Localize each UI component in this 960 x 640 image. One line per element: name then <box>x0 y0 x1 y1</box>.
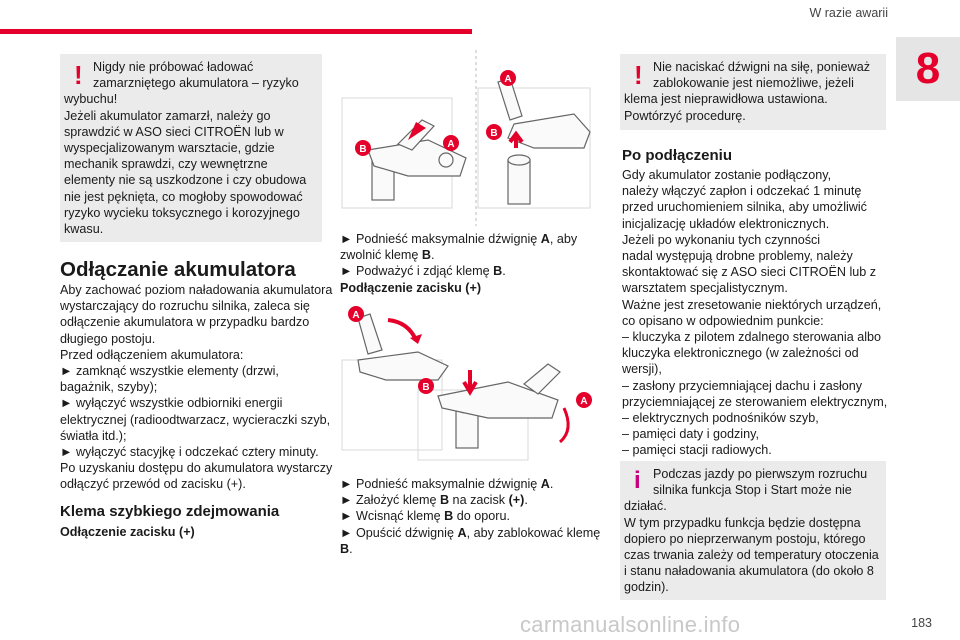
body-line: przyciemniającej ze sterowaniem elektrycznym, <box>622 394 888 409</box>
step-text: ► Podnieść maksymalnie dźwignię <box>340 232 541 246</box>
warning-text <box>620 59 886 124</box>
step-text-bold: B <box>444 509 454 524</box>
info-line: Podczas jazdy po pierwszym rozruchu <box>653 467 868 481</box>
step-line <box>340 525 602 541</box>
step-text: ► Podnieść maksymalnie dźwignię <box>340 477 541 491</box>
step-text: , aby <box>549 232 578 246</box>
warning-line: nie jest pęknięta, co mogłoby spowodować <box>64 189 303 204</box>
page-number: 183 <box>911 616 932 630</box>
step-text: . <box>349 541 353 556</box>
info-line: silnika funkcja Stop i Start może nie <box>653 483 852 498</box>
step-text: ► Założyć klemę <box>340 493 440 508</box>
label-a: A <box>504 74 512 85</box>
info-line: godzin). <box>624 580 669 595</box>
warning-line: ryzyko wycieku toksycznego i korozyjnego <box>64 205 300 220</box>
warning-line: mechanik sprawdzi, czy wewnętrzne <box>64 157 268 172</box>
info-text <box>620 466 886 596</box>
body-line: ► wyłączyć wszystkie odbiorniki energii <box>60 396 283 411</box>
watermark: carmanualsonline.info <box>520 612 741 637</box>
body-line: ► wyłączyć stacyjkę i odczekać cztery minuty. <box>60 445 319 460</box>
step-text: do oporu. <box>453 509 510 524</box>
step-text: . <box>549 477 554 491</box>
body-line: odłączyć przewód od zacisku (+). <box>60 477 246 492</box>
warning-line: Nigdy nie próbować ładować <box>93 60 254 74</box>
subhead-disconnect-terminal: Odłączenie zacisku (+) <box>60 525 195 539</box>
step-text-bold: B <box>340 541 350 556</box>
body-line: Przed odłączeniem akumulatora: <box>60 347 244 362</box>
body-line: przed uruchomieniem silnika, aby umożliwić <box>622 200 867 215</box>
body-line: Gdy akumulator zostanie podłączony, <box>622 168 832 182</box>
warning-line: Jeżeli akumulator zamarzł, należy go <box>64 108 271 123</box>
step-text-bold: B <box>439 493 450 508</box>
body-line: wersji), <box>622 362 662 377</box>
body-line: – pamięci stacji radiowych. <box>622 443 772 458</box>
body-line: – elektrycznych podnośników szyb, <box>622 411 819 426</box>
step-line <box>340 231 602 247</box>
step-text: zwolnić klemę <box>340 248 422 263</box>
warning-line: klema jest nieprawidłowa ustawiona. <box>624 92 828 107</box>
info-line: działać. <box>624 499 667 514</box>
step-text: ► Wcisnąć klemę <box>340 509 445 524</box>
label-b: B <box>359 144 367 155</box>
step-text-bold: A <box>457 525 467 540</box>
step-text: , aby zablokować klemę <box>466 525 601 540</box>
body-line: elektrycznej (radioodtwarzacz, wycieraczki szyb, <box>60 412 331 427</box>
body-line: kluczyka elektronicznego (w zależności od <box>622 346 859 361</box>
warning-box-frozen-battery <box>60 54 322 242</box>
body-line: bagażnik, szyby); <box>60 380 158 395</box>
step-text: ► Opuścić dźwignię <box>340 525 458 540</box>
warning-icon: ! <box>634 60 643 90</box>
label-a: A <box>580 396 588 407</box>
step-text-bold: B <box>421 248 431 263</box>
body-line: Jeżeli po wykonaniu tych czynności <box>622 232 821 247</box>
warning-line: wyspecjalizowanym warsztacie, gdzie <box>64 141 275 156</box>
body-line: Ważne jest zresetowanie niektórych urządzeń, <box>622 297 882 312</box>
info-box-stop-start <box>620 461 886 600</box>
body-line: – zasłony przyciemniającej dachu i zasłony <box>622 378 863 393</box>
step-line <box>340 508 602 524</box>
step-text-bold: (+) <box>508 493 525 508</box>
warning-line: elementy nie są uszkodzone i czy obudowa <box>64 173 307 188</box>
step-text: . <box>431 248 435 263</box>
step-text-bold: A <box>540 232 550 246</box>
body-line: inicjalizację układów elektronicznych. <box>622 216 830 231</box>
disconnect-steps <box>340 231 602 296</box>
body-line: – kluczyka z pilotem zdalnego sterowania albo <box>622 330 882 345</box>
warning-line: kwasu. <box>64 222 104 237</box>
disconnect-body <box>60 282 333 493</box>
figure-clamp-connect <box>338 300 600 468</box>
step-text: . <box>502 264 506 279</box>
after-connect-body <box>622 167 888 459</box>
info-line: czas trwania zależy od temperatury otoczenia <box>624 548 879 563</box>
body-line: co opisano w odpowiednim punkcie: <box>622 313 824 328</box>
connect-steps <box>340 476 602 557</box>
step-text-bold: A <box>540 477 550 491</box>
body-line: wystarczający do rozruchu silnika, zaleca się <box>60 299 310 314</box>
step-line <box>340 492 602 508</box>
step-text: na zacisk <box>449 493 509 508</box>
body-line: odłączenie akumulatora w przypadku bardzo <box>60 315 310 330</box>
chapter-title: W razie awarii <box>809 6 888 20</box>
chapter-number-tab: 8 <box>896 37 960 101</box>
body-line: długiego postoju. <box>60 331 156 346</box>
info-line: W tym przypadku funkcja będzie dostępna <box>624 515 861 530</box>
subsection-title-quick-clamp: Klema szybkiego zdejmowania <box>60 503 280 520</box>
info-line: i stanu naładowania akumulatora (do około 8 <box>624 564 874 579</box>
body-line: Aby zachować poziom naładowania akumulatora <box>60 283 333 297</box>
body-line: światła itd.); <box>60 428 127 443</box>
info-line: dopiero po nieprzerwanym postoju, którego <box>624 531 866 546</box>
body-line: skontaktować się z ASO sieci CITROËN lub z <box>622 265 877 280</box>
step-line <box>340 247 602 263</box>
label-b: B <box>422 382 430 393</box>
warning-line: wybuchu! <box>64 92 118 107</box>
body-line: – pamięci daty i godziny, <box>622 427 759 442</box>
step-line <box>340 476 602 492</box>
body-line: Po uzyskaniu dostępu do akumulatora wystarczy <box>60 461 333 476</box>
body-line: nadal występują drobne problemy, należy <box>622 249 853 264</box>
step-line <box>340 263 602 279</box>
warning-line: Powtórzyć procedurę. <box>624 108 746 123</box>
step-text: ► Podważyć i zdjąć klemę <box>340 264 494 279</box>
warning-line: zamarzniętego akumulatora – ryzyko <box>93 76 299 91</box>
warning-line: zablokowanie jest niemożliwe, jeżeli <box>653 76 854 91</box>
label-a: A <box>352 310 360 321</box>
body-line: warsztatem specjalistycznym. <box>622 281 788 296</box>
step-line <box>340 541 602 557</box>
warning-text <box>60 59 322 237</box>
header-red-bar <box>0 29 472 34</box>
step-text: . <box>524 493 528 508</box>
info-icon: i <box>634 467 641 494</box>
section-title-after-connect: Po podłączeniu <box>622 147 733 164</box>
body-line: ► zamknąć wszystkie elementy (drzwi, <box>60 364 279 379</box>
subhead-connect-terminal: Podłączenie zacisku (+) <box>340 280 482 295</box>
body-line: należy włączyć zapłon i odczekać 1 minutę <box>622 184 862 199</box>
warning-icon: ! <box>74 60 83 90</box>
section-title-disconnect: Odłączanie akumulatora <box>60 258 296 281</box>
warning-line: sprawdzić w ASO sieci CITROËN lub w <box>64 124 284 139</box>
label-a: A <box>447 139 455 150</box>
label-b: B <box>490 128 498 139</box>
warning-box-lever <box>620 54 886 130</box>
step-text-bold: B <box>493 264 503 279</box>
warning-line: Nie naciskać dźwigni na siłę, ponieważ <box>653 60 871 74</box>
figure-clamp-disconnect <box>338 48 600 226</box>
